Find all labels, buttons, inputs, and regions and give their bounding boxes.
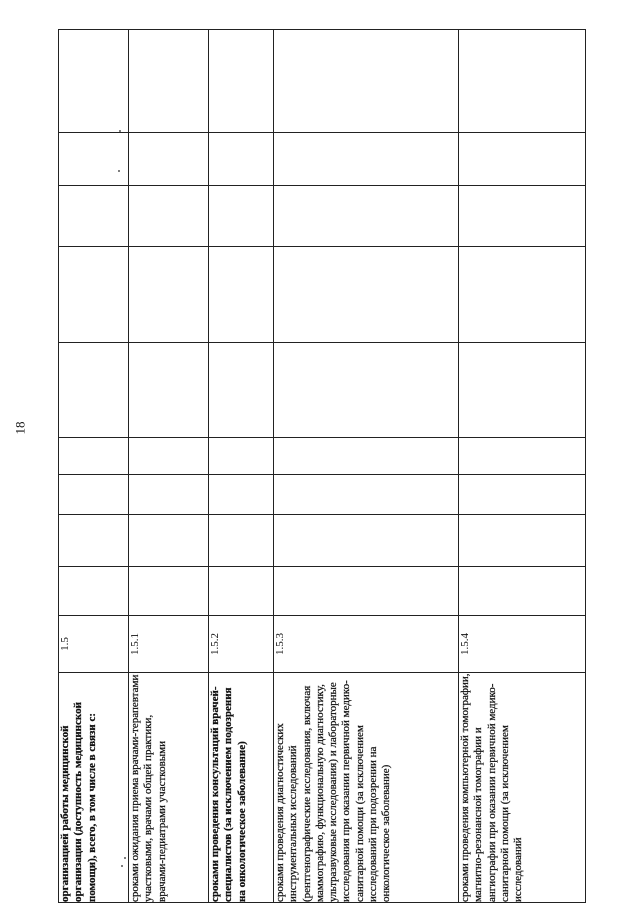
empty-cell [59, 343, 129, 438]
empty-cell [459, 343, 586, 438]
row-code: 1.5.3 [274, 616, 459, 673]
empty-cell [274, 343, 459, 438]
empty-cell [274, 133, 459, 186]
empty-cell [274, 515, 459, 567]
empty-cell [129, 30, 209, 133]
empty-cell [209, 438, 274, 475]
row-code: 1.5.1 [129, 616, 209, 673]
empty-cell [209, 567, 274, 616]
row-code: 1.5.4 [459, 616, 586, 673]
table-row [59, 30, 129, 903]
page-number: 18 [12, 421, 28, 435]
empty-cell [274, 438, 459, 475]
empty-cell [274, 30, 459, 133]
empty-cell [129, 186, 209, 247]
empty-cell [129, 247, 209, 343]
row-label: сроками проведения компьютерной томографии, магнитно-резонансной томографии и ангиографии при оказании первичной медико-санитарной помощи (за исключением исследований [459, 673, 586, 903]
empty-cell [59, 133, 129, 186]
empty-cell [209, 186, 274, 247]
empty-cell [459, 30, 586, 133]
empty-cell [459, 133, 586, 186]
empty-cell [274, 475, 459, 515]
empty-cell [209, 343, 274, 438]
empty-cell [129, 133, 209, 186]
empty-cell [59, 30, 129, 133]
empty-cell [459, 438, 586, 475]
empty-cell [459, 247, 586, 343]
empty-cell [209, 133, 274, 186]
empty-cell [459, 515, 586, 567]
empty-cell [59, 247, 129, 343]
table-row [274, 30, 459, 903]
empty-cell [459, 475, 586, 515]
row-label: сроками проведения диагностических инструментальных исследований (рентгенографические исследования, включая маммографию, функциональную диагностику, ультразвуковые исследования) и лабораторные исследования при оказании первичной медико-санитарной помощи (за исключением исследований при подозрении на онкологическое заболевание) [274, 673, 459, 903]
table-row [459, 30, 586, 903]
table-row [129, 30, 209, 903]
empty-cell [459, 186, 586, 247]
empty-cell [129, 475, 209, 515]
row-label: организацией работы медицинской организации (доступность медицинской помощи), всего, в том числе в связи с: [59, 673, 129, 903]
empty-cell [459, 567, 586, 616]
empty-cell [274, 567, 459, 616]
empty-cell [209, 515, 274, 567]
empty-cell [59, 567, 129, 616]
row-code: 1.5.2 [209, 616, 274, 673]
empty-cell [129, 343, 209, 438]
empty-cell [209, 247, 274, 343]
empty-cell [209, 30, 274, 133]
row-code: 1.5 [59, 616, 129, 673]
empty-cell [274, 247, 459, 343]
row-label: сроками ожидания приема врачами-терапевтами участковыми, врачами общей практики, врачами-педиатрами участковыми [129, 673, 209, 903]
row-label: сроками проведения консультаций врачей-специалистов (за исключением подозрения на онкологическое заболевание) [209, 673, 274, 903]
empty-cell [59, 475, 129, 515]
empty-cell [129, 438, 209, 475]
empty-cell [129, 567, 209, 616]
table-row [209, 30, 274, 903]
empty-cell [59, 186, 129, 247]
empty-cell [209, 475, 274, 515]
empty-cell [59, 438, 129, 475]
empty-cell [129, 515, 209, 567]
report-table [58, 29, 586, 903]
rotated-page [58, 30, 585, 903]
empty-cell [274, 186, 459, 247]
empty-cell [59, 515, 129, 567]
